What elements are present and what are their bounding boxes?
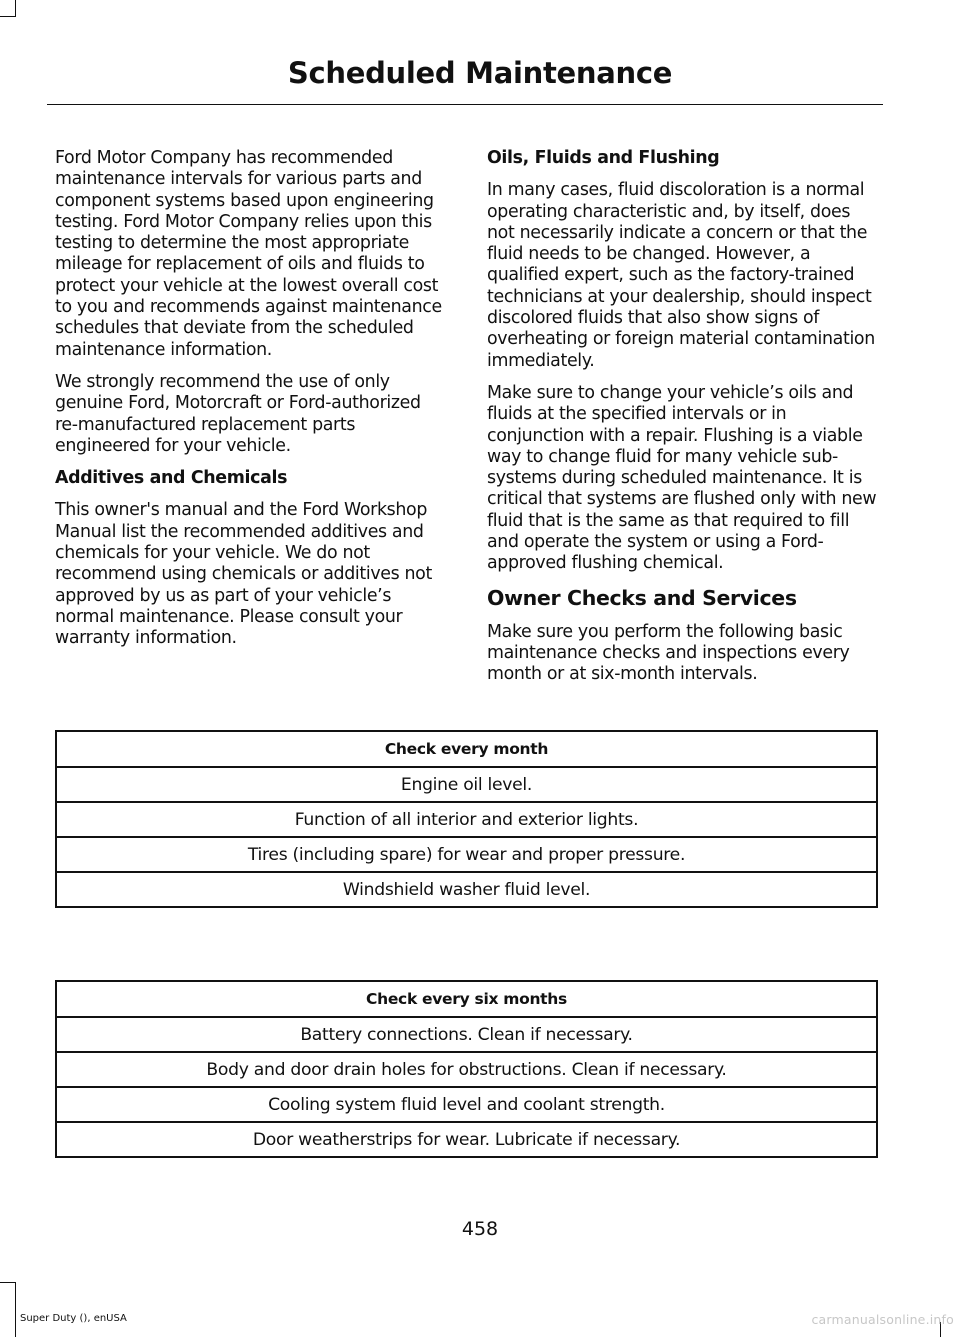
crop-mark-bottom-horizontal — [0, 1282, 16, 1283]
owner-checks-paragraph: Make sure you perform the following basic maintenance checks and inspections every month or at six-month intervals. — [487, 621, 850, 685]
title-divider — [47, 104, 883, 105]
table-row: Engine oil level. — [56, 767, 877, 802]
monthly-checks-table — [55, 730, 878, 908]
left-column — [55, 148, 447, 661]
table-row: Body and door drain holes for obstructions. Clean if necessary. — [56, 1052, 877, 1087]
six-month-table-header: Check every six months — [56, 981, 877, 1017]
watermark[interactable]: carmanualsonline.info — [811, 1312, 954, 1327]
page-number: 458 — [461, 1218, 499, 1240]
flushing-paragraph: Make sure to change your vehicle’s oils and fluids at the specified intervals or in conjunction with a repair. Flushing is a viable way to change fluid for many vehicle sub-systems during scheduled maintenance. It is critical that systems are flushed only with new fluid that is the same as that required to fill and operate the system or using a Ford-approved flushing chemical. — [487, 382, 877, 574]
table-row: Door weatherstrips for wear. Lubricate if necessary. — [56, 1122, 877, 1157]
oils-fluids-heading: Oils, Fluids and Flushing — [487, 148, 720, 168]
monthly-table-header: Check every month — [56, 731, 877, 767]
table-row: Windshield washer fluid level. — [56, 872, 877, 907]
right-column — [487, 148, 879, 697]
crop-mark-top-vertical — [15, 0, 16, 16]
table-row: Battery connections. Clean if necessary. — [56, 1017, 877, 1052]
page-title: Scheduled Maintenance — [287, 56, 673, 90]
crop-mark-top-horizontal — [0, 16, 16, 17]
intro-paragraph: Ford Motor Company has recommended maintenance intervals for various parts and component systems based upon engineering testing. Ford Motor Company relies upon this testing to determine the most appropriate mileage for replacement of oils and fluids to protect your vehicle at the lowest overall cost to you and recommends against maintenance schedules that deviate from the scheduled maintenance information. — [55, 148, 442, 360]
crop-mark-bottom-vertical — [15, 1283, 16, 1337]
discoloration-paragraph: In many cases, fluid discoloration is a normal operating characteristic and, by itself, does not necessarily indicate a concern or that the fluid needs to be changed. However, a qualified expert, such as the factory-trained technicians at your dealership, should inspect discolored fluids that also show signs of overheating or foreign material contamination immediately. — [487, 180, 875, 371]
table-row: Tires (including spare) for wear and proper pressure. — [56, 837, 877, 872]
genuine-parts-paragraph: We strongly recommend the use of only genuine Ford, Motorcraft or Ford-authorized re-manufactured replacement parts engineered for your vehicle. — [55, 371, 421, 456]
table-row: Cooling system fluid level and coolant strength. — [56, 1087, 877, 1122]
edition-footer: Super Duty (), enUSA — [20, 1313, 127, 1324]
owner-checks-heading: Owner Checks and Services — [487, 585, 797, 610]
six-month-checks-table — [55, 980, 878, 1158]
table-row: Function of all interior and exterior lights. — [56, 802, 877, 837]
additives-heading: Additives and Chemicals — [55, 468, 288, 489]
additives-paragraph: This owner's manual and the Ford Workshop Manual list the recommended additives and chemicals for your vehicle. We do not recommend using chemicals or additives not approved by us as part of your vehicle’s normal maintenance. Please consult your warranty information. — [55, 500, 432, 649]
